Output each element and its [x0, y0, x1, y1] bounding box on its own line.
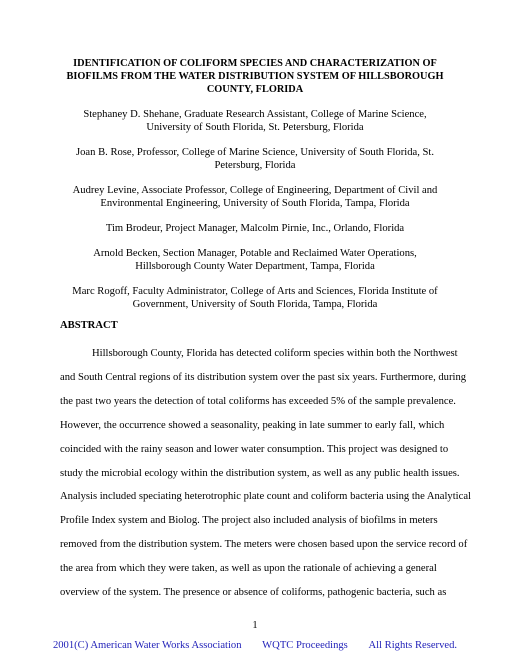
- author-affiliation: Audrey Levine, Associate Professor, College of Engineering, Department of Civil and Environmental Engineering, University of South Florida, Tampa, Florida: [72, 185, 438, 209]
- abstract-line: However, the occurrence showed a seasonality, peaking in late summer to early fall, which: [60, 419, 445, 431]
- abstract-line: study the microbial ecology within the distribution system, as well as any public health issues.: [60, 467, 460, 479]
- author-list: [68, 108, 442, 323]
- footer-proceedings: WQTC Proceedings: [262, 640, 348, 651]
- abstract-heading: ABSTRACT: [60, 320, 118, 331]
- abstract-line: and South Central regions of its distribution system over the past six years. Furthermore, during: [60, 371, 467, 383]
- abstract-body: [60, 342, 471, 605]
- footer-rights: All Rights Reserved.: [368, 640, 458, 651]
- page-footer: [0, 640, 510, 651]
- abstract-line: Hillsborough County, Florida has detected coliform species within both the Northwest: [92, 348, 458, 359]
- author-affiliation: Stephaney D. Shehane, Graduate Research Assistant, College of Marine Science, University of South Florida, St. Petersburg, Florida: [83, 109, 427, 133]
- footer-copyright: 2001(C) American Water Works Association: [52, 640, 242, 651]
- page-number: 1: [252, 620, 258, 631]
- paper-title: IDENTIFICATION OF COLIFORM SPECIES AND CHARACTERIZATION OF BIOFILMS FROM THE WATER DISTRIBUTION SYSTEM OF HILLSBOROUGH COUNTY, FLORIDA: [66, 58, 444, 95]
- abstract-line: coincided with the rainy season and lower water consumption. This project was designed to: [60, 443, 449, 455]
- author-affiliation: Tim Brodeur, Project Manager, Malcolm Pirnie, Inc., Orlando, Florida: [105, 223, 405, 234]
- abstract-line: Profile Index system and Biolog. The project also included analysis of biofilms in meters: [60, 515, 438, 527]
- author-affiliation: Arnold Becken, Section Manager, Potable and Reclaimed Water Operations, Hillsborough County Water Department, Tampa, Florida: [93, 248, 417, 272]
- abstract-line: overview of the system. The presence or absence of coliforms, pathogenic bacteria, such as: [60, 587, 447, 599]
- abstract-line: the area from which they were taken, as well as upon the rationale of achieving a general: [60, 563, 437, 575]
- abstract-line: the past two years the detection of total coliforms has exceeded 5% of the sample prevalence.: [60, 395, 456, 407]
- author-affiliation: Marc Rogoff, Faculty Administrator, College of Arts and Sciences, Florida Institute of Government, University of South Florida, Tampa, Florida: [72, 286, 438, 310]
- abstract-line: Analysis included speciating heterotrophic plate count and coliform bacteria using the Analytical: [60, 491, 471, 503]
- abstract-line: removed from the distribution system. The meters were chosen based upon the service record of: [60, 539, 468, 551]
- author-affiliation: Joan B. Rose, Professor, College of Marine Science, University of South Florida, St. Petersburg, Florida: [76, 147, 434, 171]
